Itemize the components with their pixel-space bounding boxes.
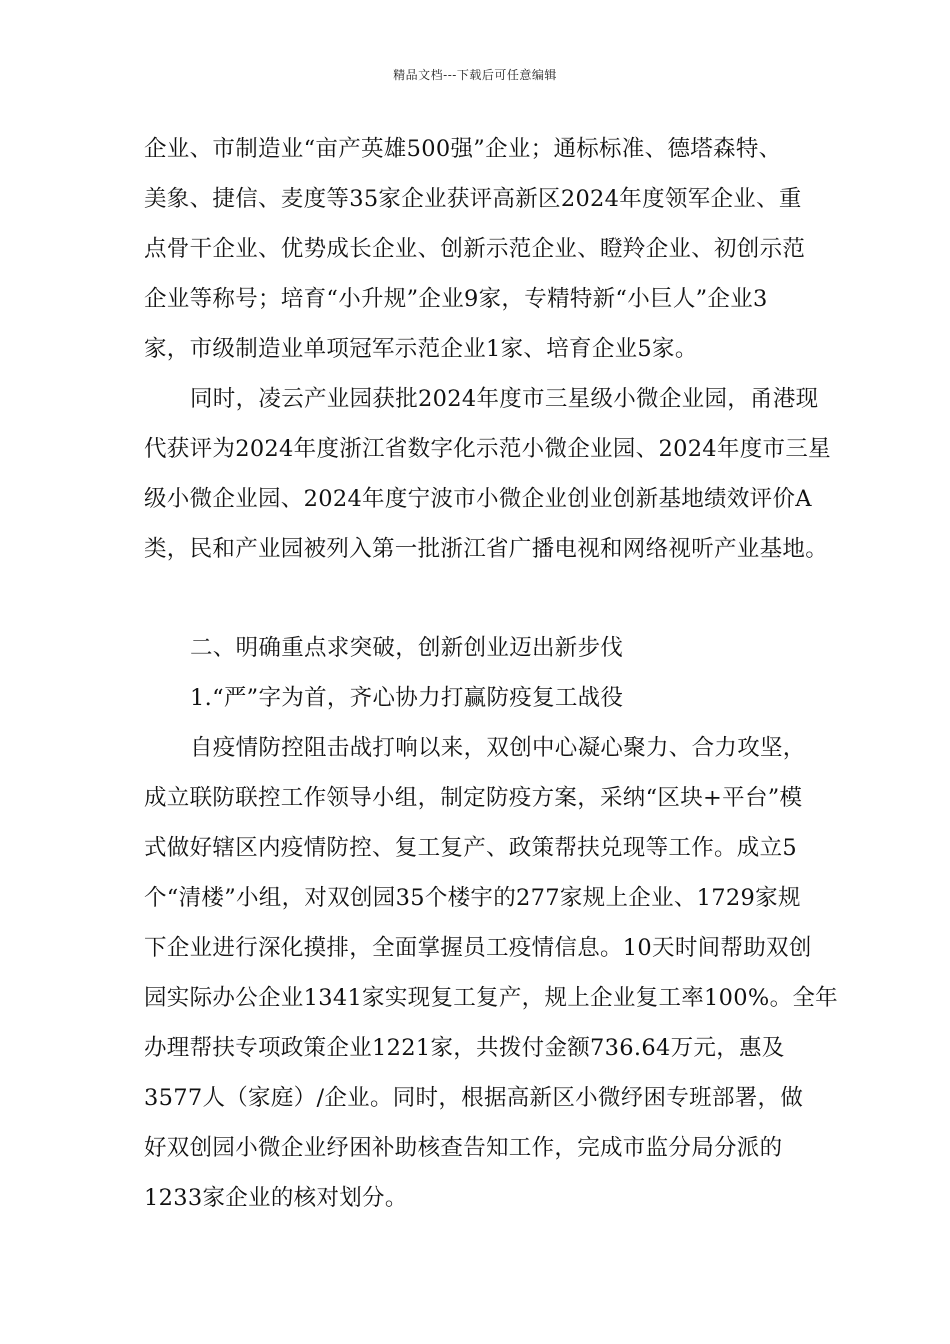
section-heading: 二、明确重点求突破，创新创业迈出新步伐 [190,635,624,661]
paragraph-line: 办理帮扶专项政策企业1221家，共拨付金额736.64万元，惠及 [144,1035,785,1061]
paragraph-line: 3577人（家庭）/企业。同时，根据高新区小微纾困专班部署，做 [144,1085,804,1111]
paragraph-line: 类，民和产业园被列入第一批浙江省广播电视和网络视听产业基地。 [144,536,829,562]
paragraph-line: 下企业进行深化摸排，全面掌握员工疫情信息。10天时间帮助双创 [144,935,812,961]
paragraph-line: 级小微企业园、2024年度宁波市小微企业创业创新基地绩效评价A [144,486,812,512]
paragraph-line: 代获评为2024年度浙江省数字化示范小微企业园、2024年度市三星 [144,436,831,462]
paragraph-line: 同时，凌云产业园获批2024年度市三星级小微企业园，甬港现 [190,386,819,412]
paragraph-line: 1233家企业的核对划分。 [144,1185,408,1211]
paragraph-line: 点骨干企业、优势成长企业、创新示范企业、瞪羚企业、初创示范 [144,236,806,262]
paragraph-line: 自疫情防控阻击战打响以来，双创中心凝心聚力、合力攻坚， [190,735,806,761]
paragraph-line: 成立联防联控工作领导小组，制定防疫方案，采纳“区块+平台”模 [144,785,803,811]
paragraph-line: 企业等称号；培育“小升规”企业9家，专精特新“小巨人”企业3 [144,286,768,312]
paragraph-line: 企业、市制造业“亩产英雄500强”企业；通标标准、德塔森特、 [144,136,782,162]
page-header: 精品文档---下载后可任意编辑 [393,68,557,82]
paragraph-line: 家，市级制造业单项冠军示范企业1家、培育企业5家。 [144,336,698,362]
paragraph-line: 个“清楼”小组，对双创园35个楼宇的277家规上企业、1729家规 [144,885,801,911]
subsection-heading: 1.“严”字为首，齐心协力打赢防疫复工战役 [190,685,624,711]
paragraph-line: 式做好辖区内疫情防控、复工复产、政策帮扶兑现等工作。成立5 [144,835,798,861]
paragraph-line: 好双创园小微企业纾困补助核查告知工作，完成市监分局分派的 [144,1135,783,1161]
paragraph-line: 美象、捷信、麦度等35家企业获评高新区2024年度领军企业、重 [144,186,802,212]
paragraph-line: 园实际办公企业1341家实现复工复产，规上企业复工率100%。全年 [144,985,838,1011]
